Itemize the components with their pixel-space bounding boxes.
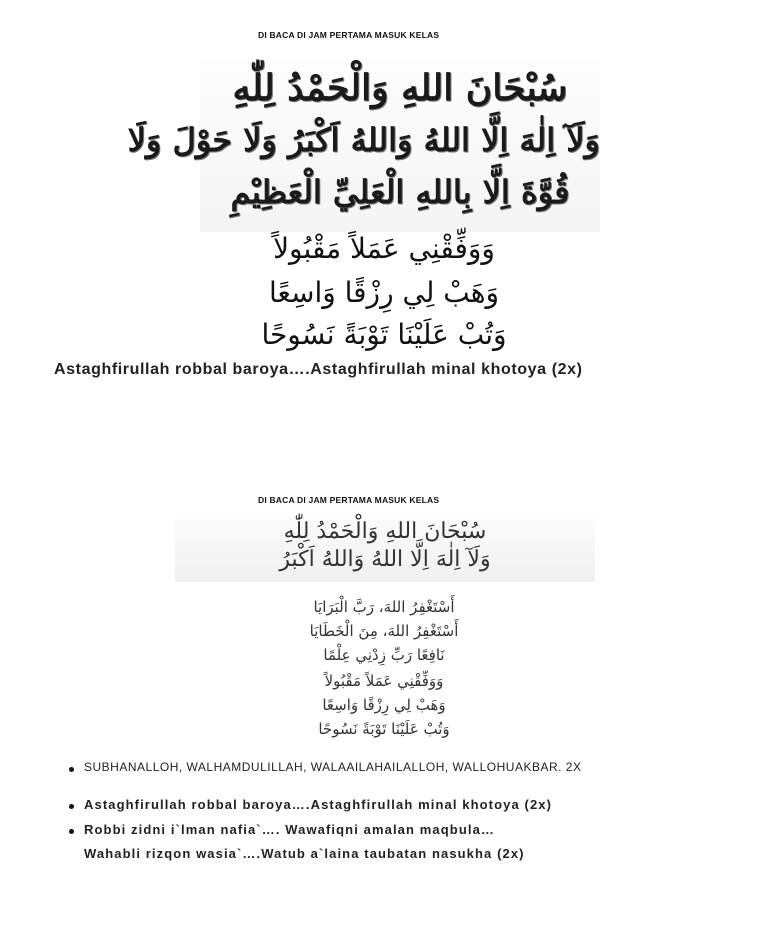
arabic-line: أَسْتَغْفِرُ اللهَ، رَبَّ الْبَرَايَا [313, 598, 455, 616]
arabic-line: وَهَبْ لِي رِزْقًا وَاسِعًا [268, 276, 500, 309]
arabic-line: نَافِعًا رَبِّ زِدْنِي عِلْمًا [323, 646, 445, 664]
arabic-line: وَهَبْ لِي رِزْقًا وَاسِعًا [322, 696, 446, 714]
section2-heading: DI BACA DI JAM PERTAMA MASUK KELAS [258, 495, 440, 505]
bullet-icon [69, 829, 74, 834]
arabic-line: أَسْتَغْفِرُ اللهَ، مِنَ الْخَطَايَا [309, 622, 459, 640]
calligraphy-line: قُوَّةَ اِلَّا بِاللهِ الْعَلِيِّ الْعَظِيْمِ [230, 173, 570, 211]
section1-latin-text: Astaghfirullah robbal baroya….Astaghfirullah minal khotoya (2x) [54, 361, 583, 378]
arabic-line: وَتُبْ عَلَيْنَا تَوْبَةً نَسُوحًا [261, 318, 507, 351]
arabic-line: وَوَفِّقْنِي عَمَلاً مَقْبُولاً [273, 232, 495, 265]
bullet-text: Robbi zidni i`lman nafia`…. Wawafiqni amalan maqbula… [84, 822, 496, 837]
section1-calligraphy-image [127, 62, 600, 232]
calligraphy-line: سُبْحَانَ اللهِ وَالْحَمْدُ لِلّٰهِ [232, 67, 568, 109]
bullet-icon [69, 804, 74, 809]
bullet-continuation-text: Wahabli rizqon wasia`….Watub a`laina taubatan nasukha (2x) [84, 846, 525, 861]
bullet-text: Astaghfirullah robbal baroya….Astaghfirullah minal khotoya (2x) [84, 797, 553, 812]
section2-calligraphy-image [175, 518, 595, 582]
arabic-line: وَوَفِّقْنِي عَمَلاً مَقْبُولاً [324, 672, 444, 690]
calligraphy-line: سُبْحَانَ اللهِ وَالْحَمْدُ لِلّٰهِ [283, 519, 487, 544]
calligraphy-line: وَلَآ اِلٰهَ اِلَّا اللهُ وَاللهُ اَكْبَرُ وَلَا حَوْلَ وَلَا [127, 121, 600, 159]
bullet-icon [69, 767, 74, 772]
bullet-text: SUBHANALLOH, WALHAMDULILLAH, WALAAILAHAILALLOH, WALLOHUAKBAR. 2X [84, 760, 582, 774]
arabic-line: وَتُبْ عَلَيْنَا تَوْبَةً نَسُوحًا [318, 720, 450, 738]
section1-heading: DI BACA DI JAM PERTAMA MASUK KELAS [258, 30, 440, 40]
calligraphy-line: وَلَآ اِلٰهَ اِلَّا اللهُ وَاللهُ اَكْبَرُ [279, 547, 491, 572]
